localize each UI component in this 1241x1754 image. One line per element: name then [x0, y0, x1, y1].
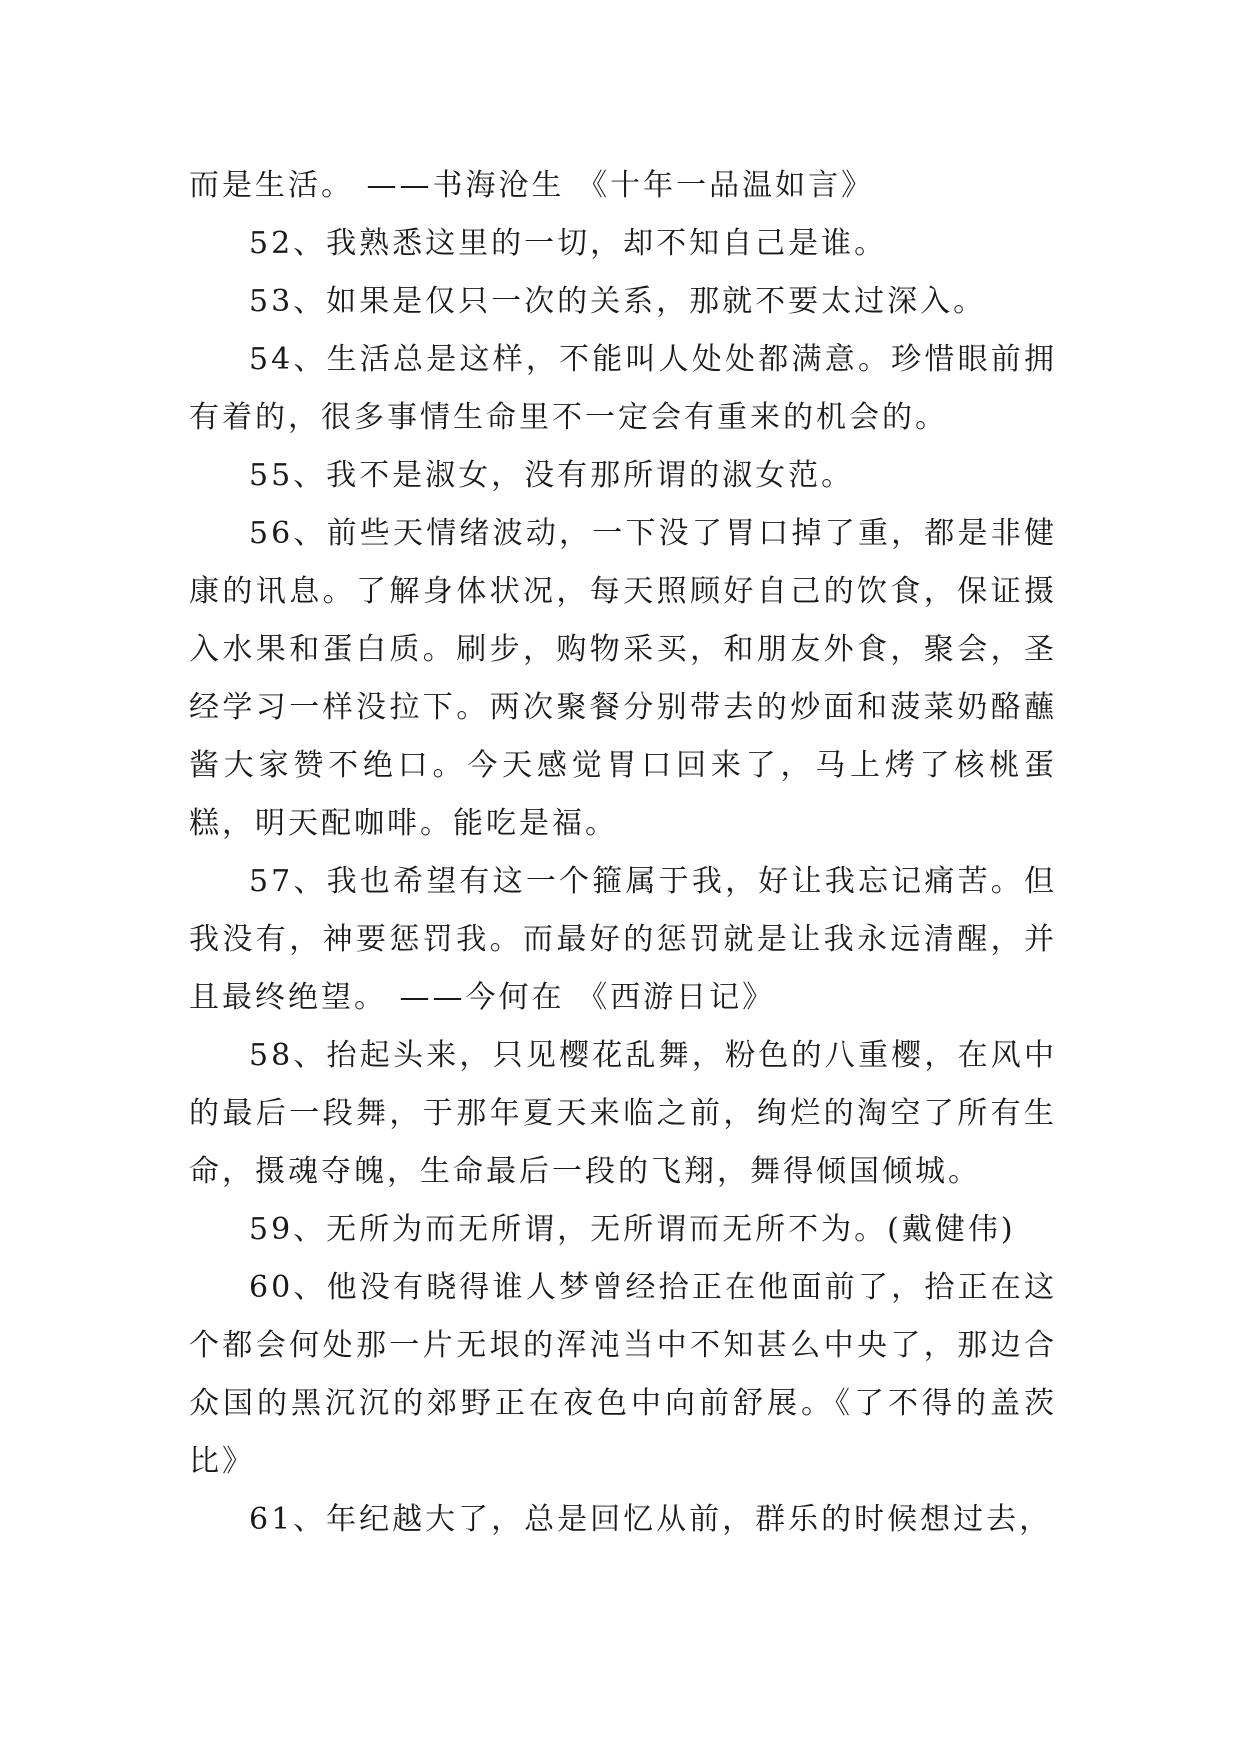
- paragraph-61: 61、年纪越大了，总是回忆从前，群乐的时候想过去，: [249, 1502, 1053, 1537]
- paragraph-55: 55、我不是淑女，没有那所谓的淑女范。: [249, 458, 855, 493]
- paragraph-continued: 而是生活。 ——书海沧生 《十年一品温如言》: [189, 168, 875, 203]
- paragraph-58: 58、抬起头来，只见樱花乱舞，粉色的八重樱，在风中的最后一段舞，于那年夏天来临之前，绚烂的淘空了所有生命，摄魂夺魄，生命最后一段的飞翔，舞得倾国倾城。: [189, 1038, 1057, 1189]
- paragraph-56: 56、前些天情绪波动，一下没了胃口掉了重，都是非健康的讯息。了解身体状况，每天照顾好自己的饮食，保证摄入水果和蛋白质。刷步，购物采买，和朋友外食，聚会，圣经学习一样没拉下。两次聚餐分别带去的炒面和菠菜奶酪蘸酱大家赞不绝口。今天感觉胃口回来了，马上烤了核桃蛋糕，明天配咖啡。能吃是福。: [189, 516, 1057, 841]
- paragraph-57: 57、我也希望有这一个箍属于我，好让我忘记痛苦。但我没有，神要惩罚我。而最好的惩罚就是让我永远清醒，并且最终绝望。 ——今何在 《西游日记》: [189, 864, 1057, 1015]
- document-body: [189, 157, 1057, 1549]
- paragraph-54: 54、生活总是这样，不能叫人处处都满意。珍惜眼前拥有着的，很多事情生命里不一定会有重来的机会的。: [189, 342, 1057, 435]
- paragraph-52: 52、我熟悉这里的一切，却不知自己是谁。: [249, 226, 888, 261]
- paragraph-53: 53、如果是仅只一次的关系，那就不要太过深入。: [249, 284, 987, 319]
- paragraph-59: 59、无所为而无所谓，无所谓而无所不为。(戴健伟): [249, 1212, 1016, 1247]
- paragraph-60: 60、他没有晓得谁人梦曾经拾正在他面前了，拾正在这个都会何处那一片无垠的浑沌当中不知甚么中央了，那边合众国的黑沉沉的郊野正在夜色中向前舒展。《了不得的盖茨比》: [189, 1270, 1057, 1479]
